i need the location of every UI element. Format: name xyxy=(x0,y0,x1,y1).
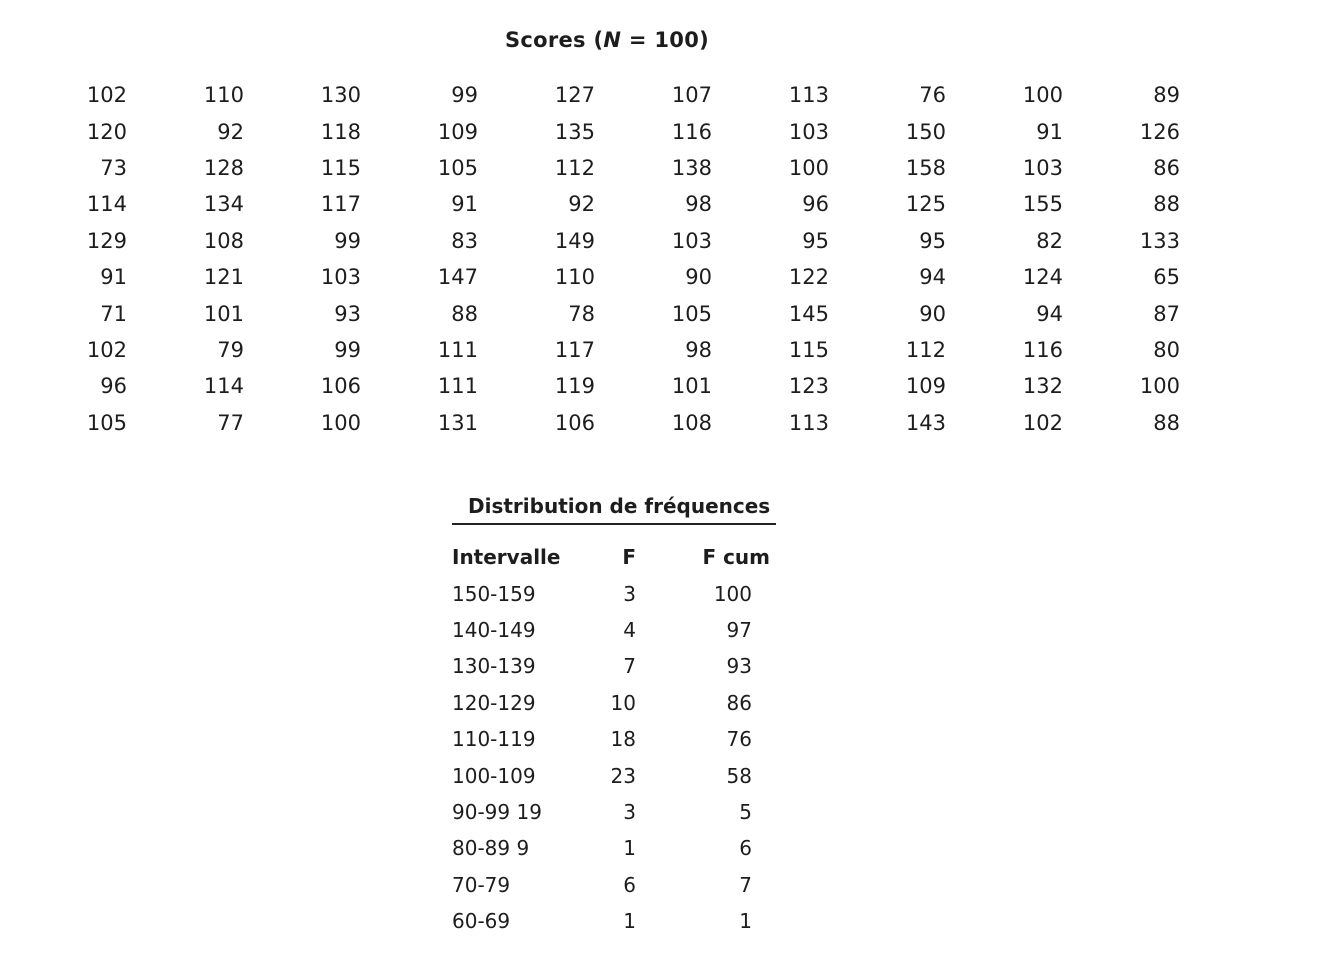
score-cell: 117 xyxy=(320,192,361,217)
frequency-cell: 10 xyxy=(610,690,636,715)
score-cell: 112 xyxy=(905,337,946,362)
cumulative-frequency-cell: 97 xyxy=(726,617,752,642)
score-cell: 138 xyxy=(671,155,712,180)
interval-cell: 140-149 xyxy=(452,617,536,642)
score-cell: 149 xyxy=(554,228,595,253)
score-cell: 100 xyxy=(320,410,361,435)
score-cell: 117 xyxy=(554,337,595,362)
frequency-row xyxy=(452,612,776,648)
score-cell: 145 xyxy=(788,301,829,326)
score-cell: 121 xyxy=(203,265,244,290)
score-cell: 94 xyxy=(919,265,946,290)
scores-row xyxy=(18,113,1188,149)
score-cell: 119 xyxy=(554,374,595,399)
score-cell: 65 xyxy=(1153,265,1180,290)
frequency-table-header-row xyxy=(452,539,776,575)
frequency-row xyxy=(452,648,776,684)
score-cell: 100 xyxy=(1139,374,1180,399)
score-cell: 91 xyxy=(100,265,127,290)
score-cell: 109 xyxy=(905,374,946,399)
cumulative-frequency-cell: 6 xyxy=(739,836,752,861)
score-cell: 120 xyxy=(86,119,127,144)
score-cell: 73 xyxy=(100,155,127,180)
score-cell: 108 xyxy=(671,410,712,435)
score-cell: 80 xyxy=(1153,337,1180,362)
cumulative-frequency-cell: 100 xyxy=(713,581,752,606)
score-cell: 90 xyxy=(685,265,712,290)
scores-row xyxy=(18,259,1188,295)
frequency-row xyxy=(452,757,776,793)
interval-cell: 110-119 xyxy=(452,727,536,752)
score-cell: 123 xyxy=(788,374,829,399)
score-cell: 92 xyxy=(568,192,595,217)
score-cell: 96 xyxy=(100,374,127,399)
interval-cell: 120-129 xyxy=(452,690,536,715)
score-cell: 108 xyxy=(203,228,244,253)
score-cell: 114 xyxy=(86,192,127,217)
score-cell: 79 xyxy=(217,337,244,362)
header-frequency: F xyxy=(622,545,636,570)
score-cell: 116 xyxy=(1022,337,1063,362)
score-cell: 99 xyxy=(451,83,478,108)
score-cell: 101 xyxy=(671,374,712,399)
cumulative-frequency-cell: 1 xyxy=(739,909,752,934)
scores-row xyxy=(18,77,1188,113)
frequency-cell: 18 xyxy=(610,727,636,752)
cumulative-frequency-cell: 93 xyxy=(726,654,752,679)
score-cell: 110 xyxy=(554,265,595,290)
scores-row xyxy=(18,223,1188,259)
score-cell: 134 xyxy=(203,192,244,217)
score-cell: 110 xyxy=(203,83,244,108)
frequency-row xyxy=(452,830,776,866)
interval-cell: 80-89 9 xyxy=(452,836,530,861)
scores-title xyxy=(0,28,1214,52)
score-cell: 130 xyxy=(320,83,361,108)
score-cell: 96 xyxy=(802,192,829,217)
score-cell: 87 xyxy=(1153,301,1180,326)
interval-cell: 70-79 xyxy=(452,872,511,897)
interval-cell: 150-159 xyxy=(452,581,536,606)
score-cell: 112 xyxy=(554,155,595,180)
scores-row xyxy=(18,186,1188,222)
score-cell: 99 xyxy=(334,228,361,253)
score-cell: 115 xyxy=(320,155,361,180)
score-cell: 92 xyxy=(217,119,244,144)
scores-table-body xyxy=(18,77,1188,441)
score-cell: 125 xyxy=(905,192,946,217)
score-cell: 100 xyxy=(788,155,829,180)
scores-title-suffix: = 100) xyxy=(621,28,710,52)
score-cell: 118 xyxy=(320,119,361,144)
score-cell: 150 xyxy=(905,119,946,144)
frequency-row xyxy=(452,575,776,611)
score-cell: 143 xyxy=(905,410,946,435)
cumulative-frequency-cell: 5 xyxy=(739,799,752,824)
score-cell: 83 xyxy=(451,228,478,253)
score-cell: 111 xyxy=(437,337,478,362)
score-cell: 114 xyxy=(203,374,244,399)
score-cell: 107 xyxy=(671,83,712,108)
score-cell: 76 xyxy=(919,83,946,108)
score-cell: 103 xyxy=(788,119,829,144)
scores-table xyxy=(18,77,1188,441)
score-cell: 94 xyxy=(1036,301,1063,326)
score-cell: 124 xyxy=(1022,265,1063,290)
score-cell: 71 xyxy=(100,301,127,326)
score-cell: 133 xyxy=(1139,228,1180,253)
cumulative-frequency-cell: 7 xyxy=(739,872,752,897)
score-cell: 105 xyxy=(437,155,478,180)
interval-cell: 90-99 19 xyxy=(452,799,542,824)
score-cell: 90 xyxy=(919,301,946,326)
score-cell: 116 xyxy=(671,119,712,144)
score-cell: 106 xyxy=(554,410,595,435)
scores-title-prefix: Scores ( xyxy=(504,28,604,52)
frequency-cell: 3 xyxy=(623,799,636,824)
scores-row xyxy=(18,295,1188,331)
frequency-table-title: Distribution de fréquences xyxy=(452,494,776,525)
score-cell: 111 xyxy=(437,374,478,399)
score-cell: 102 xyxy=(86,337,127,362)
score-cell: 88 xyxy=(1153,410,1180,435)
frequency-distribution xyxy=(452,494,776,939)
frequency-cell: 1 xyxy=(623,836,636,861)
score-cell: 115 xyxy=(788,337,829,362)
score-cell: 88 xyxy=(1153,192,1180,217)
score-cell: 103 xyxy=(671,228,712,253)
score-cell: 113 xyxy=(788,410,829,435)
score-cell: 105 xyxy=(86,410,127,435)
interval-cell: 130-139 xyxy=(452,654,536,679)
frequency-row xyxy=(452,903,776,939)
frequency-row xyxy=(452,794,776,830)
score-cell: 158 xyxy=(905,155,946,180)
score-cell: 98 xyxy=(685,192,712,217)
score-cell: 101 xyxy=(203,301,244,326)
score-cell: 91 xyxy=(1036,119,1063,144)
score-cell: 95 xyxy=(802,228,829,253)
score-cell: 132 xyxy=(1022,374,1063,399)
score-cell: 99 xyxy=(334,337,361,362)
score-cell: 128 xyxy=(203,155,244,180)
frequency-row xyxy=(452,685,776,721)
score-cell: 113 xyxy=(788,83,829,108)
score-cell: 82 xyxy=(1036,228,1063,253)
score-cell: 147 xyxy=(437,265,478,290)
score-cell: 102 xyxy=(86,83,127,108)
score-cell: 88 xyxy=(451,301,478,326)
score-cell: 131 xyxy=(437,410,478,435)
frequency-cell: 7 xyxy=(623,654,636,679)
score-cell: 77 xyxy=(217,410,244,435)
score-cell: 86 xyxy=(1153,155,1180,180)
score-cell: 93 xyxy=(334,301,361,326)
scores-title-n: N xyxy=(603,28,622,52)
scores-row xyxy=(18,405,1188,441)
score-cell: 122 xyxy=(788,265,829,290)
frequency-cell: 3 xyxy=(623,581,636,606)
score-cell: 127 xyxy=(554,83,595,108)
score-cell: 126 xyxy=(1139,119,1180,144)
frequency-row xyxy=(452,867,776,903)
scores-row xyxy=(18,332,1188,368)
frequency-table xyxy=(452,539,776,939)
score-cell: 103 xyxy=(320,265,361,290)
score-cell: 95 xyxy=(919,228,946,253)
frequency-cell: 6 xyxy=(623,872,636,897)
score-cell: 155 xyxy=(1022,192,1063,217)
score-cell: 103 xyxy=(1022,155,1063,180)
interval-cell: 100-109 xyxy=(452,763,536,788)
score-cell: 89 xyxy=(1153,83,1180,108)
frequency-row xyxy=(452,721,776,757)
header-interval: Intervalle xyxy=(452,545,561,570)
score-cell: 106 xyxy=(320,374,361,399)
frequency-cell: 1 xyxy=(623,909,636,934)
score-cell: 100 xyxy=(1022,83,1063,108)
score-cell: 109 xyxy=(437,119,478,144)
score-cell: 129 xyxy=(86,228,127,253)
score-cell: 105 xyxy=(671,301,712,326)
cumulative-frequency-cell: 76 xyxy=(726,727,752,752)
interval-cell: 60-69 xyxy=(452,909,511,934)
frequency-table-body xyxy=(452,575,776,939)
score-cell: 135 xyxy=(554,119,595,144)
score-cell: 102 xyxy=(1022,410,1063,435)
header-cumulative-frequency: F cum xyxy=(702,545,770,570)
cumulative-frequency-cell: 58 xyxy=(726,763,752,788)
cumulative-frequency-cell: 86 xyxy=(726,690,752,715)
score-cell: 91 xyxy=(451,192,478,217)
score-cell: 78 xyxy=(568,301,595,326)
frequency-cell: 4 xyxy=(623,617,636,642)
scores-row xyxy=(18,368,1188,404)
score-cell: 98 xyxy=(685,337,712,362)
scores-row xyxy=(18,150,1188,186)
frequency-cell: 23 xyxy=(610,763,636,788)
